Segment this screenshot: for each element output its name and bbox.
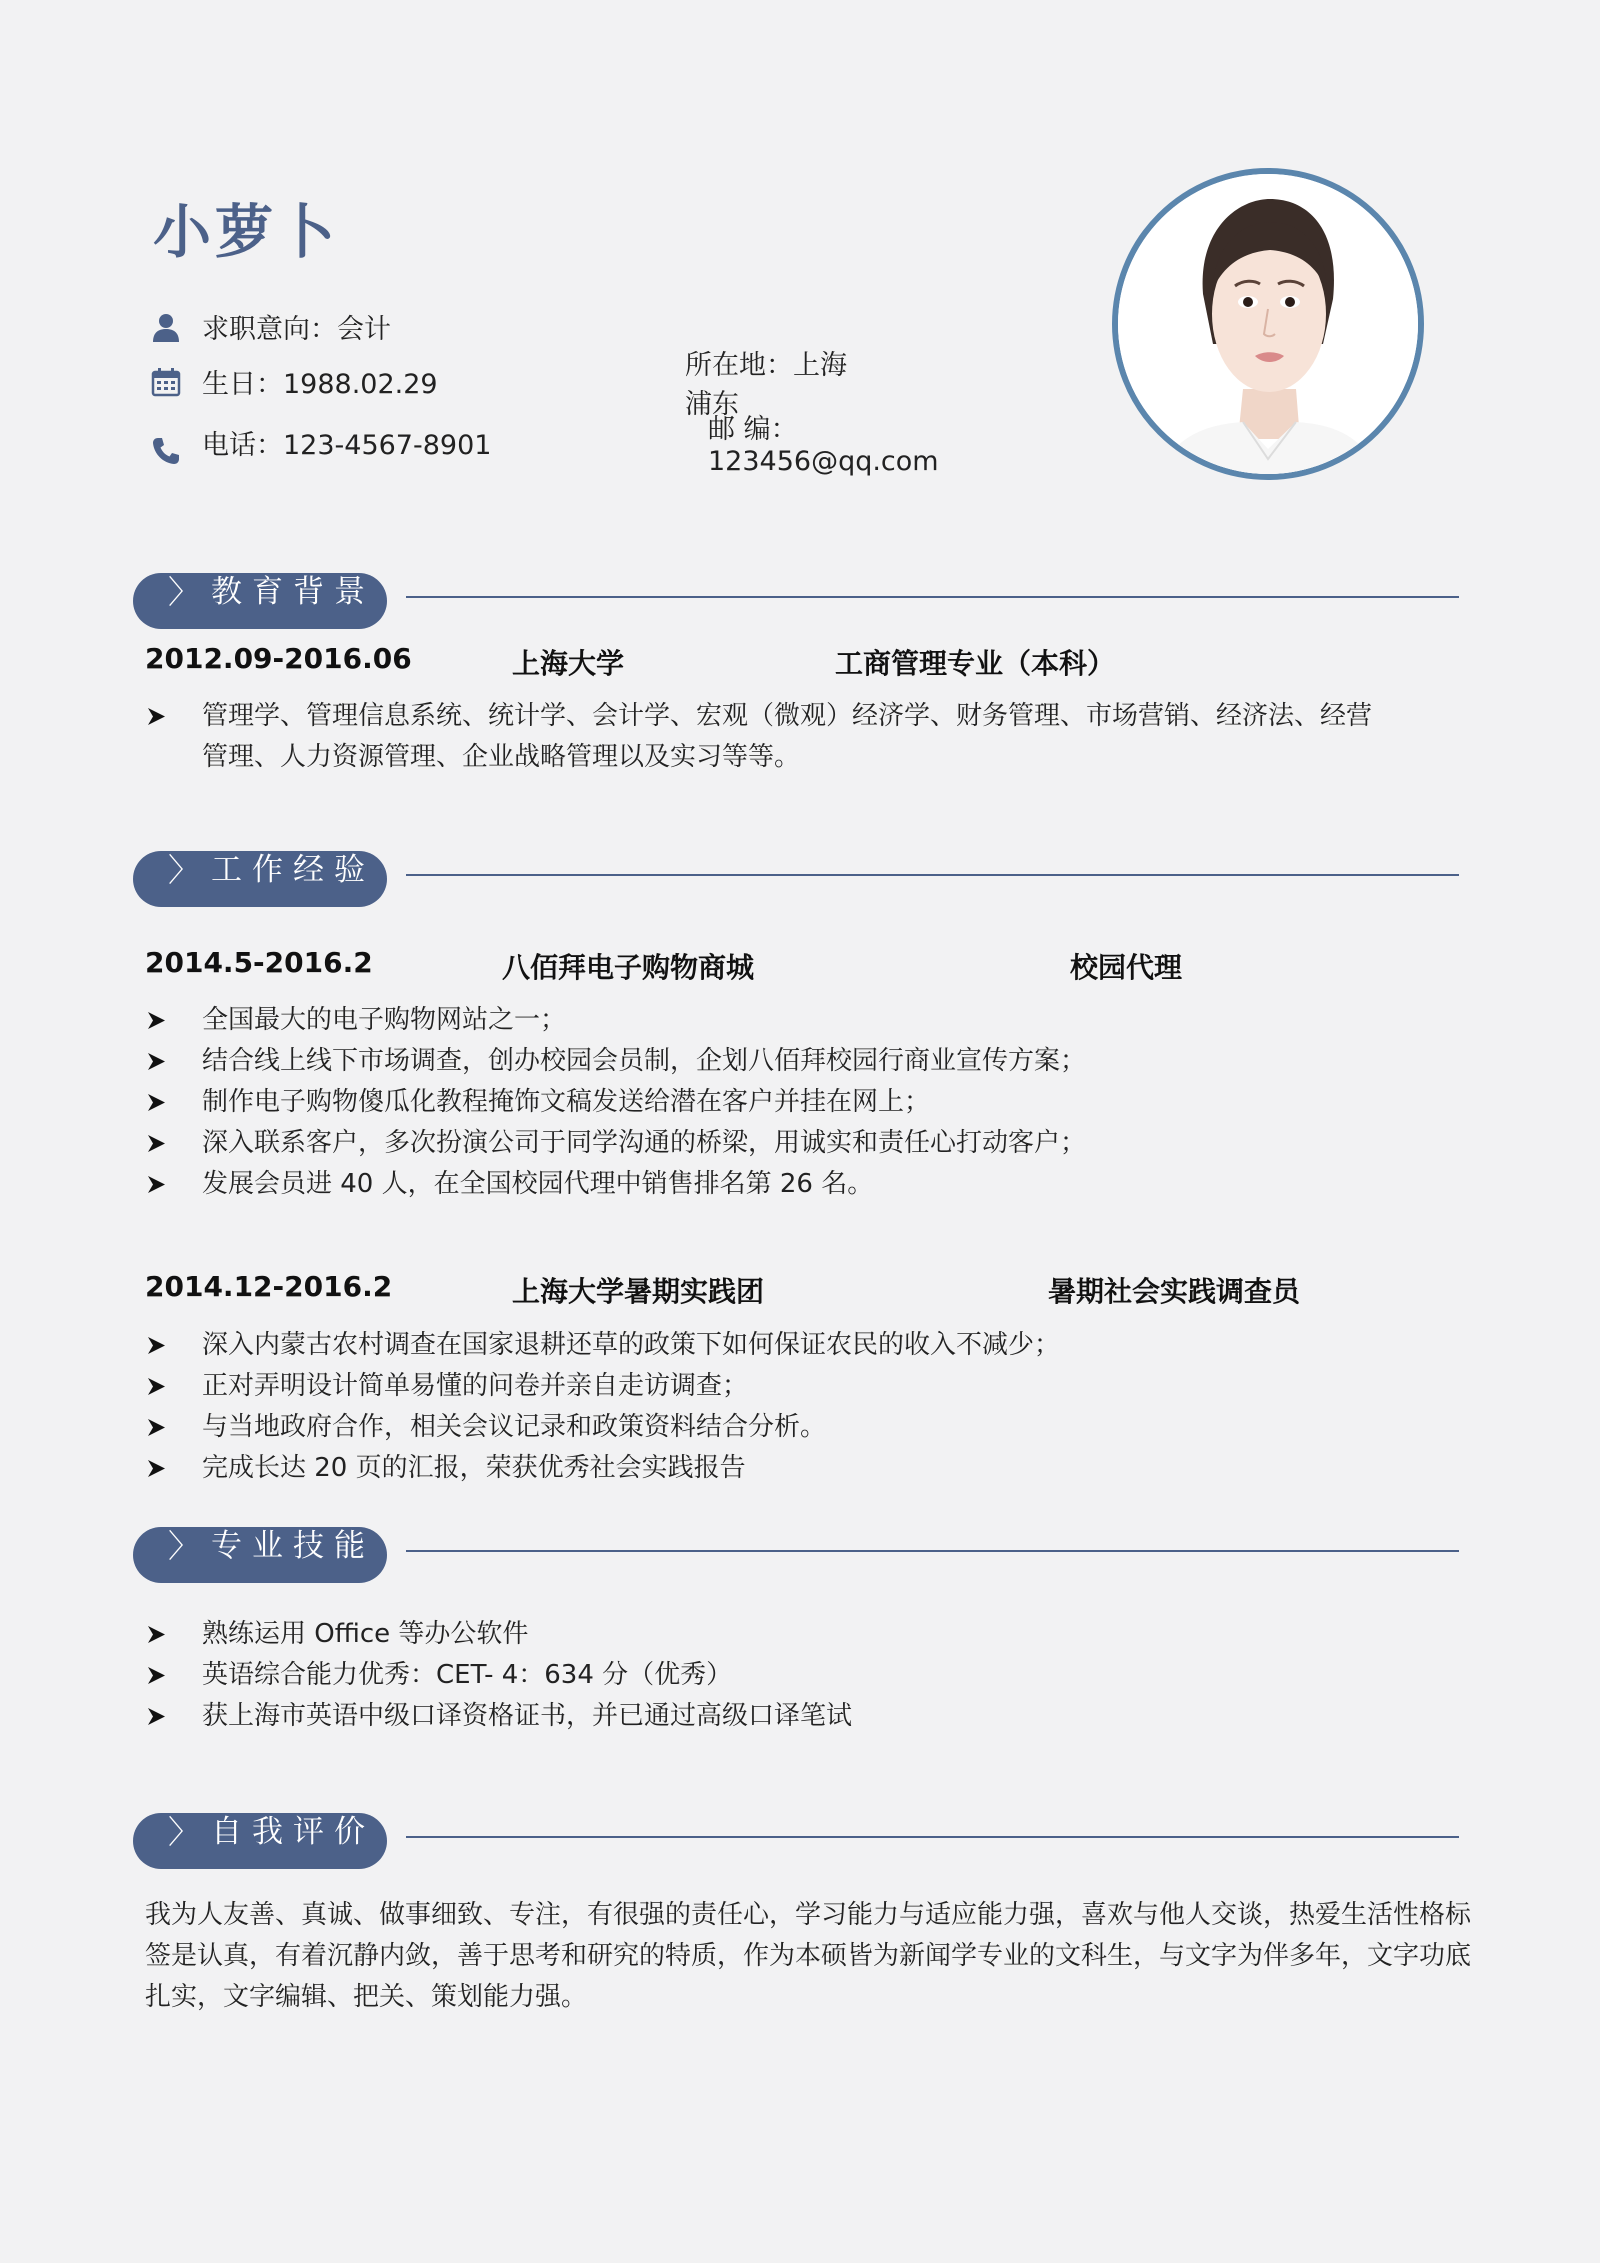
arrow-bullet-icon xyxy=(145,1366,169,1407)
list-item: 管理学、管理信息系统、统计学、会计学、宏观（微观）经济学、财务管理、市场营销、经济法、经营管理、人力资源管理、企业战略管理以及实习等等。 xyxy=(145,696,1392,778)
arrow-bullet-icon xyxy=(145,1655,169,1696)
section-divider xyxy=(406,874,1459,876)
section-title: 工作经验 xyxy=(211,852,375,888)
entry-date: 2012.09-2016.06 xyxy=(145,642,412,675)
section-divider xyxy=(406,1836,1459,1838)
contact-row xyxy=(150,414,950,477)
phone-icon xyxy=(150,435,182,467)
profile-photo xyxy=(1112,168,1424,480)
section-title: 教育背景 xyxy=(211,574,375,610)
list-item: 完成长达 20 页的汇报，荣获优秀社会实践报告 xyxy=(145,1448,1060,1489)
candidate-name: 小萝卜 xyxy=(153,198,340,266)
section-title: 专业技能 xyxy=(211,1528,375,1564)
job-intent-row xyxy=(150,307,391,346)
education-bullets xyxy=(145,696,1392,778)
entry-role: 暑期社会实践调查员 xyxy=(1048,1275,1301,1308)
section-divider xyxy=(406,596,1459,598)
arrow-bullet-icon xyxy=(145,696,169,737)
arrow-bullet-icon xyxy=(145,1407,169,1448)
arrow-bullet-icon xyxy=(145,1614,169,1655)
entry-major: 工商管理专业（本科） xyxy=(835,647,1116,680)
list-item: 深入内蒙古农村调查在国家退耕还草的政策下如何保证农民的收入不减少； xyxy=(145,1325,1060,1366)
job-intent: 求职意向：会计 xyxy=(202,314,391,345)
calendar-icon xyxy=(150,366,182,398)
entry-school: 上海大学 xyxy=(512,647,625,680)
list-item: 深入联系客户，多次扮演公司于同学沟通的桥梁，用诚实和责任心打动客户； xyxy=(145,1123,1086,1164)
chevron-right-icon: 〉 xyxy=(168,1813,201,1851)
person-icon xyxy=(150,311,182,343)
skills-bullets xyxy=(145,1614,852,1737)
entry-org: 上海大学暑期实践团 xyxy=(512,1275,765,1308)
chevron-right-icon: 〉 xyxy=(168,573,201,611)
entry-role: 校园代理 xyxy=(1070,951,1183,984)
birthday: 生日：1988.02.29 xyxy=(202,369,438,400)
arrow-bullet-icon xyxy=(145,1000,169,1041)
arrow-bullet-icon xyxy=(145,1164,169,1205)
list-item: 全国最大的电子购物网站之一； xyxy=(145,1000,1086,1041)
email: 邮 编：123456@qq.com xyxy=(708,414,939,477)
list-item: 英语综合能力优秀：CET- 4：634 分（优秀） xyxy=(145,1655,852,1696)
arrow-bullet-icon xyxy=(145,1041,169,1082)
chevron-right-icon: 〉 xyxy=(168,851,201,889)
list-item: 制作电子购物傻瓜化教程掩饰文稿发送给潜在客户并挂在网上； xyxy=(145,1082,1086,1123)
list-item: 结合线上线下市场调查，创办校园会员制，企划八佰拜校园行商业宣传方案； xyxy=(145,1041,1086,1082)
list-item: 与当地政府合作，相关会议记录和政策资料结合分析。 xyxy=(145,1407,1060,1448)
portrait-image xyxy=(1118,174,1418,474)
list-item: 发展会员进 40 人，在全国校园代理中销售排名第 26 名。 xyxy=(145,1164,1086,1205)
section-work-header xyxy=(133,851,1459,907)
arrow-bullet-icon xyxy=(145,1123,169,1164)
section-pill xyxy=(133,1527,387,1583)
self-evaluation-text: 我为人友善、真诚、做事细致、专注，有很强的责任心，学习能力与适应能力强，喜欢与他人交谈，热爱生活性格标签是认真，有着沉静内敛，善于思考和研究的特质，作为本硕皆为新闻学专业的文科生，与文字为伴多年，文字功底扎实，文字编辑、把关、策划能力强。 xyxy=(145,1900,1472,2012)
section-pill xyxy=(133,851,387,907)
location: 所在地：上海浦东 xyxy=(685,349,847,420)
entry-date: 2014.5-2016.2 xyxy=(145,946,373,979)
chevron-right-icon: 〉 xyxy=(168,1527,201,1565)
section-title: 自我评价 xyxy=(211,1814,375,1850)
section-self-header xyxy=(133,1813,1459,1869)
section-pill xyxy=(133,1813,387,1869)
birthday-row xyxy=(150,349,850,420)
arrow-bullet-icon xyxy=(145,1082,169,1123)
section-pill xyxy=(133,573,387,629)
section-education-header xyxy=(133,573,1459,629)
phone: 电话：123-4567-8901 xyxy=(202,429,492,461)
arrow-bullet-icon xyxy=(145,1696,169,1737)
entry-date: 2014.12-2016.2 xyxy=(145,1270,393,1303)
arrow-bullet-icon xyxy=(145,1448,169,1489)
arrow-bullet-icon xyxy=(145,1325,169,1366)
work-bullets xyxy=(145,1000,1086,1205)
work-bullets xyxy=(145,1325,1060,1489)
list-item: 正对弄明设计简单易懂的问卷并亲自走访调查； xyxy=(145,1366,1060,1407)
list-item: 熟练运用 Office 等办公软件 xyxy=(145,1614,852,1655)
section-skills-header xyxy=(133,1527,1459,1583)
entry-org: 八佰拜电子购物商城 xyxy=(502,951,755,984)
list-item: 获上海市英语中级口译资格证书，并已通过高级口译笔试 xyxy=(145,1696,852,1737)
section-divider xyxy=(406,1550,1459,1552)
